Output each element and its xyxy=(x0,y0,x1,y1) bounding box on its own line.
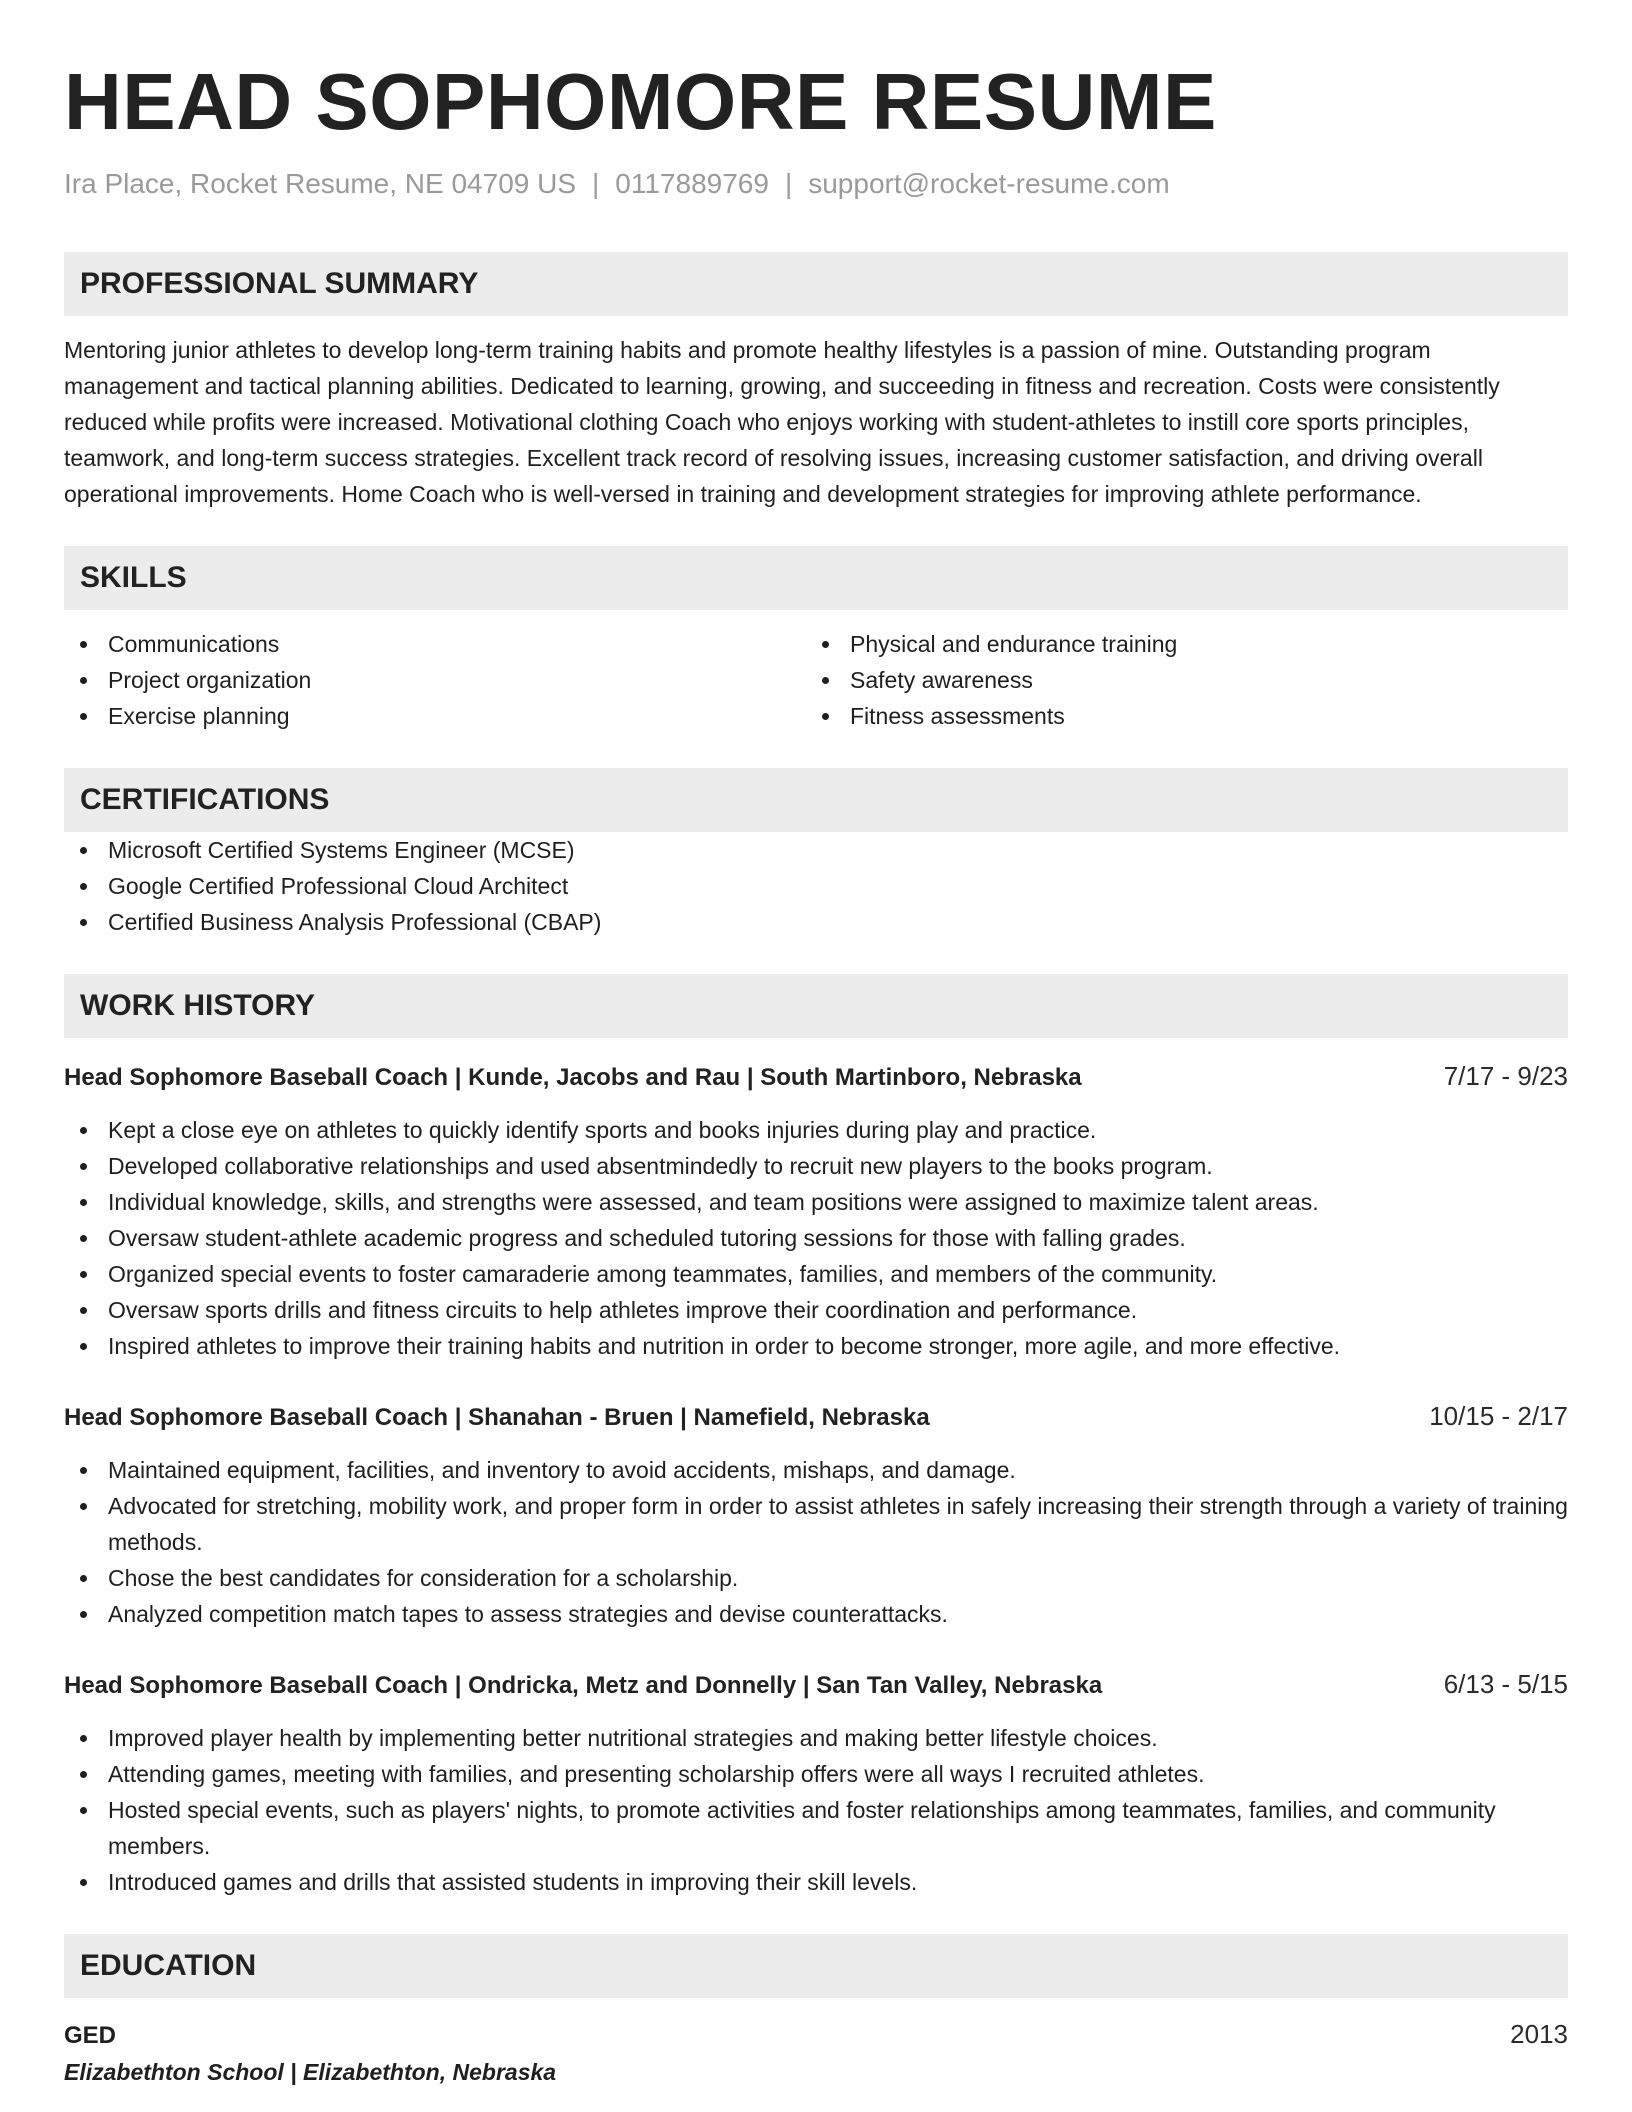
job-bullet: Individual knowledge, skills, and strengths were assessed, and team positions were assigned to maximize talent areas. xyxy=(64,1184,1568,1220)
job-bullets xyxy=(64,1720,1568,1900)
skill-item: Project organization xyxy=(64,662,806,698)
job-bullet: Organized special events to foster camaraderie among teammates, families, and members of the community. xyxy=(64,1256,1568,1292)
job-bullet: Hosted special events, such as players' nights, to promote activities and foster relationships among teammates, families, and community members. xyxy=(64,1792,1568,1864)
contact-address: Ira Place, Rocket Resume, NE 04709 US xyxy=(64,168,577,199)
skills-list xyxy=(64,626,1568,734)
section-header-certifications: CERTIFICATIONS xyxy=(64,768,1568,832)
certification-item: Google Certified Professional Cloud Architect xyxy=(64,868,1568,904)
education-degree: GED xyxy=(64,2022,117,2049)
job-bullet: Developed collaborative relationships and used absentmindedly to recruit new players to the books program. xyxy=(64,1148,1568,1184)
job-header xyxy=(64,1666,1568,1704)
contact-separator: | xyxy=(592,168,600,199)
job-bullets xyxy=(64,1112,1568,1364)
section-header-education: EDUCATION xyxy=(64,1934,1568,1998)
skill-item: Physical and endurance training xyxy=(806,626,1548,662)
job-header xyxy=(64,1398,1568,1436)
education-header xyxy=(64,2016,1568,2054)
job-entry xyxy=(64,1666,1568,1900)
section-header-summary: PROFESSIONAL SUMMARY xyxy=(64,252,1568,316)
summary-text: Mentoring junior athletes to develop long-term training habits and promote healthy lifestyles is a passion of mine. Outstanding program management and tactical planning abilities. Dedicated to learning, growing, and succeeding in fitness and recreation. Costs were consistently reduced while profits were increased. Motivational clothing Coach who enjoys working with student-athletes to instill core sports principles, teamwork, and long-term success strategies. Excellent track record of resolving issues, increasing customer satisfaction, and driving overall operational improvements. Home Coach who is well-versed in training and development strategies for improving athlete performance. xyxy=(64,337,1500,507)
education-school: Elizabethton School | Elizabethton, Nebraska xyxy=(64,2059,557,2085)
section-header-skills: SKILLS xyxy=(64,546,1568,610)
contact-separator: | xyxy=(784,168,793,199)
job-dates: 6/13 - 5/15 xyxy=(1443,1669,1568,1699)
job-bullets xyxy=(64,1452,1568,1632)
job-header xyxy=(64,1058,1568,1096)
education-entry xyxy=(64,2016,1568,2090)
education-year: 2013 xyxy=(1510,2019,1568,2049)
certification-item: Certified Business Analysis Professional (CBAP) xyxy=(64,904,1568,940)
contact-phone: 0117889769 xyxy=(615,168,769,199)
certification-item: Microsoft Certified Systems Engineer (MCSE) xyxy=(64,832,1568,868)
job-bullet: Attending games, meeting with families, and presenting scholarship offers were all ways I recruited athletes. xyxy=(64,1756,1568,1792)
skill-item: Exercise planning xyxy=(64,698,806,734)
job-bullet: Oversaw sports drills and fitness circuits to help athletes improve their coordination and performance. xyxy=(64,1292,1568,1328)
job-bullet: Inspired athletes to improve their training habits and nutrition in order to become stronger, more agile, and more effective. xyxy=(64,1328,1568,1364)
job-bullet: Maintained equipment, facilities, and inventory to avoid accidents, mishaps, and damage. xyxy=(64,1452,1568,1488)
resume-page xyxy=(64,56,1568,2090)
job-title: Head Sophomore Baseball Coach | Ondricka, Metz and Donnelly | San Tan Valley, Nebraska xyxy=(64,1672,1103,1699)
job-bullet: Advocated for stretching, mobility work, and proper form in order to assist athletes in safely increasing their strength through a variety of training methods. xyxy=(64,1488,1568,1560)
job-entry xyxy=(64,1398,1568,1632)
job-bullet: Oversaw student-athlete academic progress and scheduled tutoring sessions for those with falling grades. xyxy=(64,1220,1568,1256)
contact-line xyxy=(64,166,1568,202)
job-dates: 7/17 - 9/23 xyxy=(1443,1061,1568,1091)
job-bullet: Chose the best candidates for consideration for a scholarship. xyxy=(64,1560,1568,1596)
job-title: Head Sophomore Baseball Coach | Kunde, Jacobs and Rau | South Martinboro, Nebraska xyxy=(64,1064,1082,1091)
resume-name: HEAD SOPHOMORE RESUME xyxy=(64,57,1217,146)
certifications-list xyxy=(64,832,1568,940)
job-bullet: Improved player health by implementing better nutritional strategies and making better lifestyle choices. xyxy=(64,1720,1568,1756)
contact-email: support@rocket-resume.com xyxy=(808,168,1170,199)
skills-column-left xyxy=(64,626,806,734)
job-dates: 10/15 - 2/17 xyxy=(1429,1401,1568,1431)
section-header-work-history: WORK HISTORY xyxy=(64,974,1568,1038)
skill-item: Fitness assessments xyxy=(806,698,1548,734)
job-bullet: Introduced games and drills that assisted students in improving their skill levels. xyxy=(64,1864,1568,1900)
skill-item: Communications xyxy=(64,626,806,662)
job-bullet: Analyzed competition match tapes to assess strategies and devise counterattacks. xyxy=(64,1596,1568,1632)
job-entry xyxy=(64,1058,1568,1364)
job-title: Head Sophomore Baseball Coach | Shanahan - Bruen | Namefield, Nebraska xyxy=(64,1404,930,1431)
job-bullet: Kept a close eye on athletes to quickly identify sports and books injuries during play and practice. xyxy=(64,1112,1568,1148)
skill-item: Safety awareness xyxy=(806,662,1548,698)
skills-column-right xyxy=(806,626,1548,734)
